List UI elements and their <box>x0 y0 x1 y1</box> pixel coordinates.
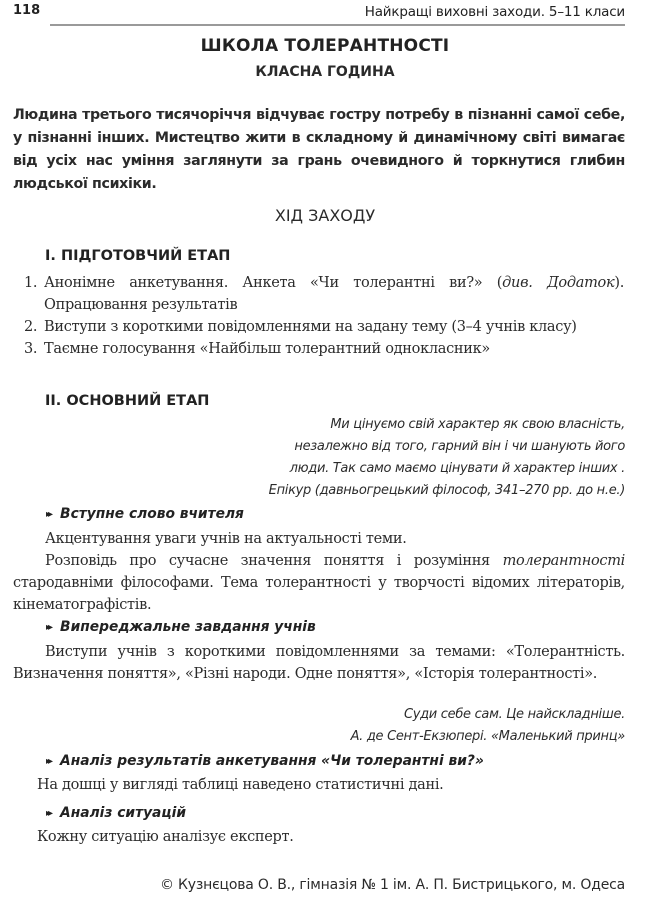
list-number: 2. <box>24 319 38 335</box>
double-arrow-bullet-icon: ▸▸ <box>46 621 51 633</box>
epigraph-line: люди. Так само маємо цінувати й характер інших . <box>289 461 625 476</box>
running-head: Найкращі виховні заходи. 5–11 класи <box>364 4 625 20</box>
paragraph: Виступи учнів з короткими повідомленнями за темами: «Толерантність. Визначення поняття», «Різні народи. Одне поняття», «Історія толерантності». <box>13 644 625 682</box>
epigraph-attribution: Епікур (давньогрецький філософ, 341–270 рр. до н.е.) <box>268 483 625 498</box>
list-text: Таємне голосування «Найбільш толерантний однокласник» <box>44 341 490 357</box>
subsection-heading: ▸▸ Аналіз результатів анкетування «Чи толерантні ви?» <box>46 753 484 769</box>
paragraph: Кожну ситуацію аналізує експерт. <box>37 829 294 845</box>
page-title: ШКОЛА ТОЛЕРАНТНОСТІ <box>200 36 450 56</box>
stage2-heading: ІІ. ОСНОВНИЙ ЕТАП <box>45 393 210 409</box>
appendix-reference: див. Додаток <box>502 275 615 291</box>
list-item <box>24 338 624 360</box>
epigraph-line: незалежно від того, гарний він і чи шанують його <box>294 439 625 454</box>
subsection-heading: ▸▸ Аналіз ситуацій <box>46 805 186 821</box>
header-divider <box>50 24 625 26</box>
intro-paragraph: Людина третього тисячоріччя відчуває гостру потребу в пізнанні самої себе, у пізнанні інших. Мистецтво жити в складному й динамічному світі вимагає від усіх нас уміння заглянути за грань очевидного й торкнутися глибин людської психіки. <box>13 107 625 192</box>
footer-credit: © Кузнєцова О. В., гімназія № 1 ім. А. П. Бистрицького, м. Одеса <box>160 877 625 893</box>
epigraph-line: Суди себе сам. Це найскладніше. <box>403 707 625 722</box>
paragraph: Акцентування уваги учнів на актуальності теми. Розповідь про сучасне значення поняття і розуміння толерантності стародавніми філософами. Тема толерантності у творчості відомих літераторів, кінематографістів. <box>13 531 625 613</box>
emphasis-term: толерантності <box>502 553 625 569</box>
course-heading: ХІД ЗАХОДУ <box>274 206 376 225</box>
list-item <box>24 272 624 316</box>
list-text: Анонімне анкетування. Анкета «Чи толерантні ви?» (див. Додаток). Опрацювання результатів <box>44 275 625 313</box>
page-subtitle: КЛАСНА ГОДИНА <box>255 64 395 80</box>
double-arrow-bullet-icon: ▸▸ <box>46 755 51 767</box>
subsection-heading: ▸▸ Випереджальне завдання учнів <box>46 619 316 635</box>
list-number: 3. <box>24 341 38 357</box>
epigraph-epicurus <box>205 414 625 502</box>
list-item <box>24 316 624 338</box>
stage1-heading: І. ПІДГОТОВЧИЙ ЕТАП <box>45 248 231 264</box>
epigraph-line: Ми цінуємо свій характер як свою власність, <box>330 417 625 432</box>
epigraph-attribution: А. де Сент-Екзюпері. «Маленький принц» <box>350 729 625 744</box>
double-arrow-bullet-icon: ▸▸ <box>46 508 51 520</box>
page-number: 118 <box>13 3 41 18</box>
epigraph-exupery <box>205 704 625 748</box>
list-number: 1. <box>24 275 38 291</box>
double-arrow-bullet-icon: ▸▸ <box>46 807 51 819</box>
list-text: Виступи з короткими повідомленнями на задану тему (3–4 учнів класу) <box>44 319 577 335</box>
stage1-list <box>24 272 624 360</box>
subsection-heading: ▸▸ Вступне слово вчителя <box>46 506 244 522</box>
paragraph: На дошці у вигляді таблиці наведено статистичні дані. <box>37 777 444 793</box>
